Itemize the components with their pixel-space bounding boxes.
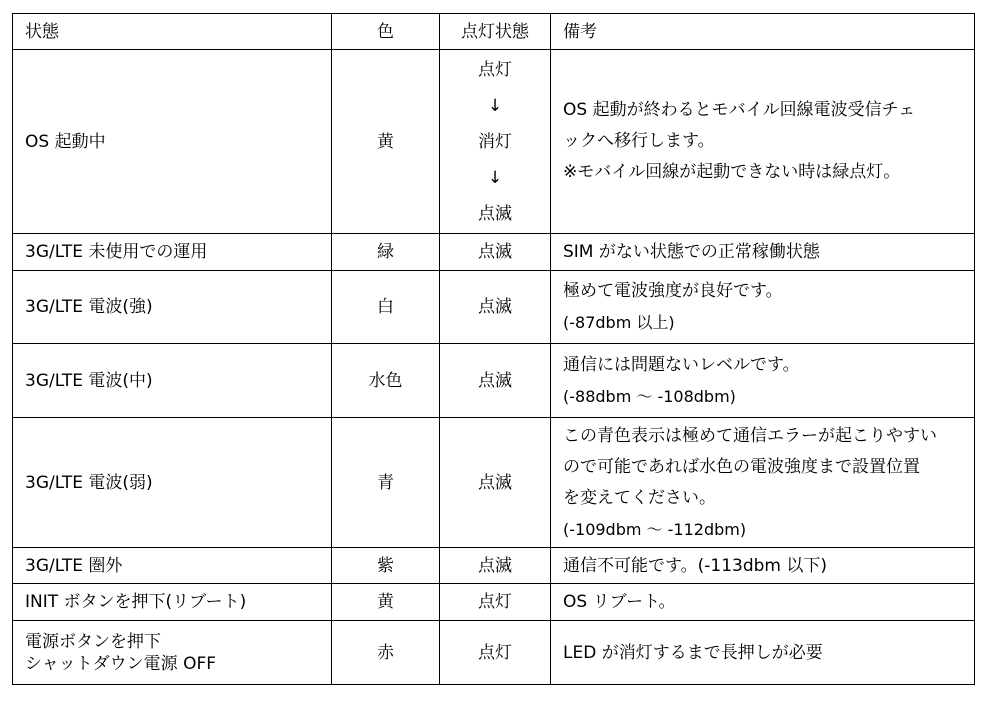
lighting-cell: 点滅: [440, 234, 551, 271]
signal-range-text: (-109dbm ～ -112dbm): [563, 519, 747, 539]
color-cell: 赤: [332, 621, 440, 685]
state-text: 3G/LTE 電波(中): [25, 370, 153, 391]
state-text: OS 起動中: [25, 131, 106, 152]
color-cell: 水色: [332, 344, 440, 418]
color-cell: 白: [332, 271, 440, 344]
signal-range-text: (-87dbm 以上): [563, 313, 675, 332]
header-row: [13, 14, 975, 50]
remarks-text: 通信には問題ないレベルです。: [563, 354, 800, 375]
remarks-text: この青色表示は極めて通信エラーが起こりやすい: [563, 425, 937, 446]
state-text: 3G/LTE 未使用での運用: [25, 242, 208, 262]
remarks-cell: [551, 234, 975, 271]
table-row: [13, 418, 975, 548]
remarks-text: ※モバイル回線が起動できない時は緑点灯。: [563, 162, 901, 182]
lighting-cell: 点滅: [440, 548, 551, 584]
remarks-cell: [551, 271, 975, 344]
state-text: 電源ボタンを押下: [25, 631, 161, 652]
table-row: [13, 271, 975, 344]
header-state: 状態: [13, 14, 332, 50]
color-cell: 緑: [332, 234, 440, 271]
remarks-text: 通信不可能です。(-113dbm 以下): [563, 555, 828, 576]
remarks-text: LED が消灯するまで長押しが必要: [563, 642, 823, 663]
header-color: 色: [332, 14, 440, 50]
header-remarks: 備考: [551, 14, 975, 50]
state-cell: [13, 584, 332, 621]
remarks-text: を変えてください。: [563, 487, 716, 508]
remarks-cell: [551, 621, 975, 685]
state-text: 3G/LTE 電波(強): [25, 297, 153, 317]
remarks-cell: [551, 344, 975, 418]
lighting-cell: 点灯: [440, 621, 551, 685]
state-cell: [13, 344, 332, 418]
remarks-cell: [551, 548, 975, 584]
table-row: [13, 621, 975, 685]
state-text: シャットダウン電源 OFF: [25, 653, 217, 674]
remarks-text: OS リブート。: [563, 592, 676, 612]
state-text: INIT ボタンを押下(リブート): [25, 592, 247, 612]
color-cell: 紫: [332, 548, 440, 584]
state-cell: [13, 271, 332, 344]
remarks-text: ので可能であれば水色の電波強度まで設置位置: [563, 456, 920, 477]
led-status-table: [12, 13, 975, 685]
color-cell: 黄: [332, 50, 440, 234]
lighting-cell: 点滅: [440, 418, 551, 548]
lighting-step: 点灯: [478, 59, 512, 80]
remarks-text: ックへ移行します。: [563, 131, 715, 151]
state-text: 3G/LTE 電波(弱): [25, 472, 153, 493]
remarks-cell: [551, 584, 975, 621]
remarks-text: OS 起動が終わるとモバイル回線電波受信チェ: [563, 100, 916, 120]
arrow-down-icon: ↓: [487, 167, 503, 188]
remarks-text: SIM がない状態での正常稼働状態: [563, 242, 820, 262]
lighting-cell: 点滅: [440, 271, 551, 344]
lighting-cell: [440, 50, 551, 234]
table-row: [13, 234, 975, 271]
state-cell: [13, 548, 332, 584]
arrow-down-icon: ↓: [487, 95, 503, 116]
remarks-cell: [551, 50, 975, 234]
table-row: [13, 344, 975, 418]
lighting-cell: 点滅: [440, 344, 551, 418]
color-cell: 青: [332, 418, 440, 548]
state-cell: [13, 621, 332, 685]
remarks-cell: [551, 418, 975, 548]
lighting-cell: 点灯: [440, 584, 551, 621]
state-cell: [13, 418, 332, 548]
header-lighting: 点灯状態: [440, 14, 551, 50]
state-text: 3G/LTE 圏外: [25, 555, 123, 576]
table-row: [13, 50, 975, 234]
table-row: [13, 548, 975, 584]
lighting-step: 点滅: [478, 203, 512, 224]
signal-range-text: (-88dbm ～ -108dbm): [563, 386, 736, 406]
state-cell: [13, 50, 332, 234]
table-row: [13, 584, 975, 621]
lighting-step: 消灯: [478, 131, 512, 152]
color-cell: 黄: [332, 584, 440, 621]
remarks-text: 極めて電波強度が良好です。: [563, 281, 783, 301]
state-cell: [13, 234, 332, 271]
